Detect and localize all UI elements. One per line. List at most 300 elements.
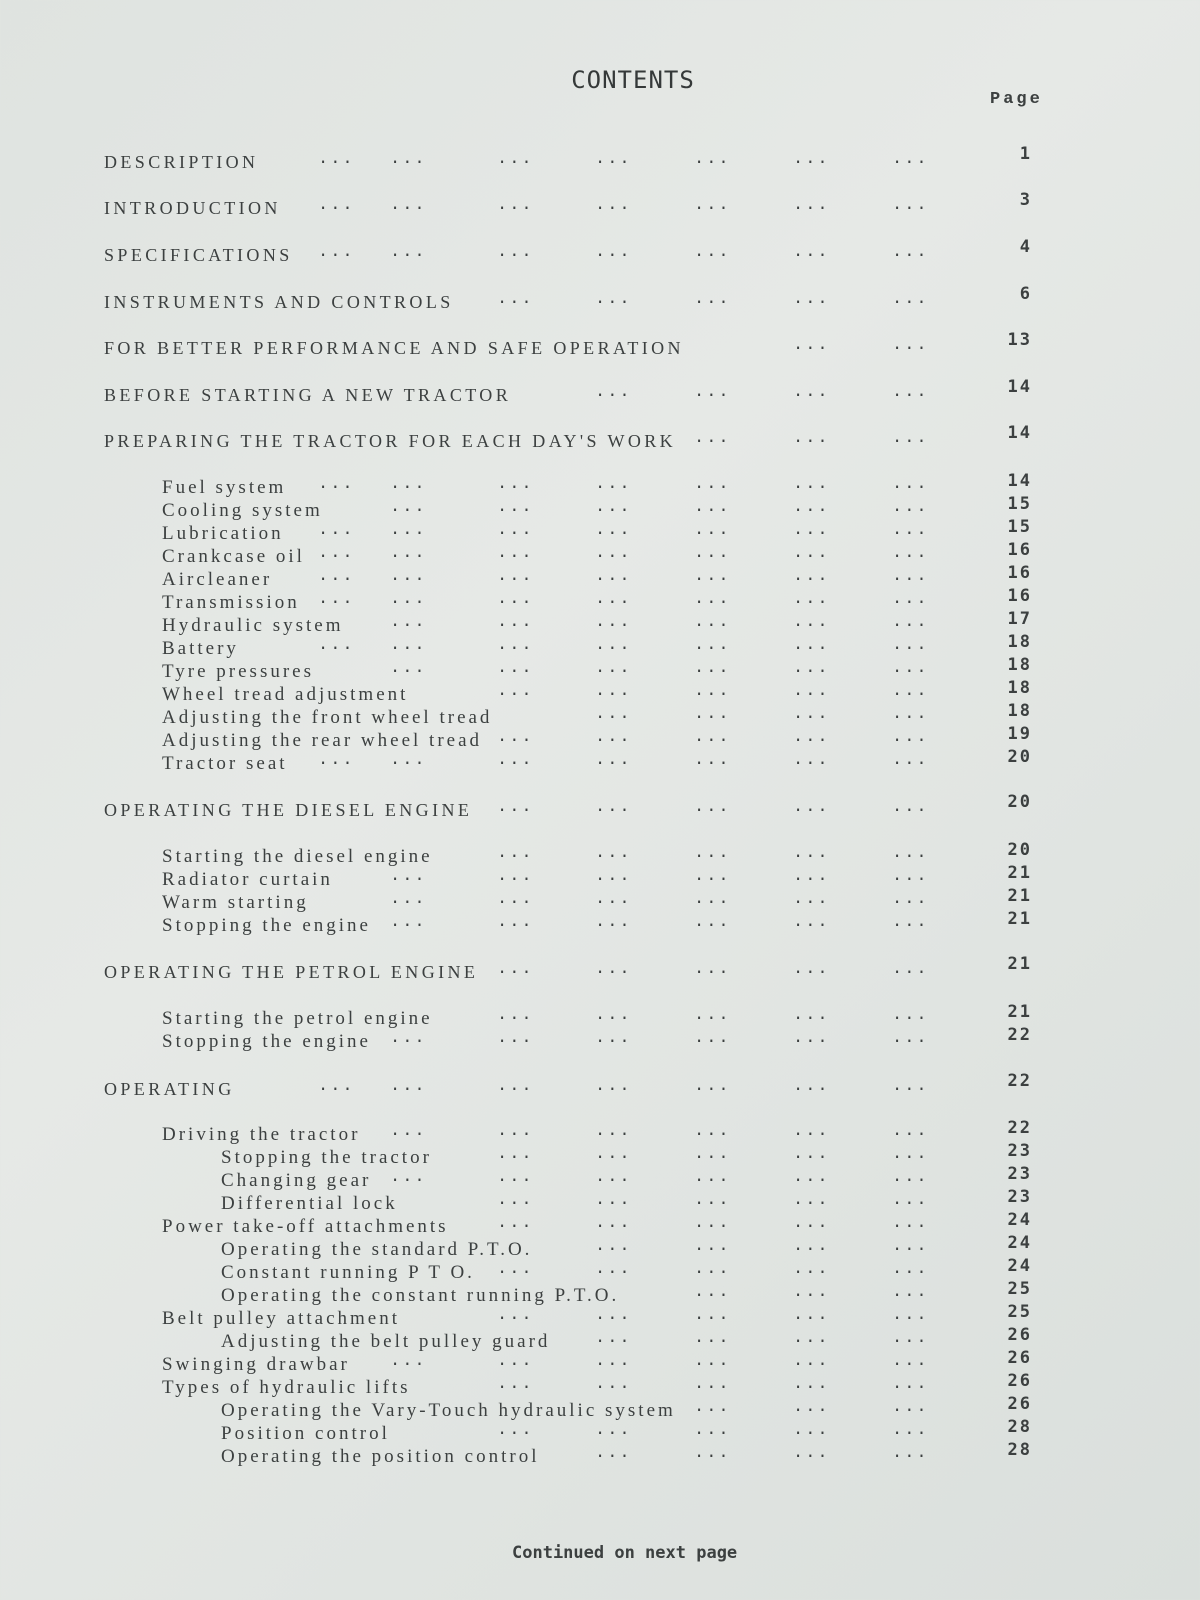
leader-dots: ... <box>892 682 929 701</box>
toc-entry-label: Types of hydraulic lifts <box>162 1377 411 1398</box>
leader-dots: ... <box>318 751 355 770</box>
leader-dots: ... <box>694 1352 731 1371</box>
leader-dots: ... <box>595 1191 632 1210</box>
toc-entry-page: 21 <box>1007 1002 1032 1022</box>
leader-dots: ... <box>793 1398 830 1417</box>
toc-entry <box>0 377 1200 409</box>
toc-entry-page: 24 <box>1007 1256 1032 1276</box>
leader-dots: ... <box>892 243 929 262</box>
toc-entry-label: Operating the Vary-Touch hydraulic system <box>221 1400 676 1421</box>
leader-dots: ... <box>595 636 632 655</box>
leader-dots: ... <box>793 1352 830 1371</box>
leader-dots: ... <box>497 243 534 262</box>
dot-leader <box>0 567 960 591</box>
leader-dots: ... <box>694 890 731 909</box>
leader-dots: ... <box>390 890 427 909</box>
leader-dots: ... <box>793 150 830 169</box>
toc-entry-label: Adjusting the front wheel tread <box>162 707 493 728</box>
toc-entry-page: 26 <box>1007 1371 1032 1391</box>
toc-entry-page: 16 <box>1007 563 1032 583</box>
leader-dots: ... <box>497 290 534 309</box>
leader-dots: ... <box>694 844 731 863</box>
leader-dots: ... <box>318 567 355 586</box>
leader-dots: ... <box>694 659 731 678</box>
leader-dots: ... <box>892 336 929 355</box>
toc-entry-label: SPECIFICATIONS <box>104 245 293 265</box>
toc-entry <box>0 1025 1200 1055</box>
dot-leader <box>0 751 960 775</box>
toc-entry-label: OPERATING THE PETROL ENGINE <box>104 962 479 982</box>
leader-dots: ... <box>595 867 632 886</box>
toc-entry-page: 15 <box>1007 494 1032 514</box>
leader-dots: ... <box>497 659 534 678</box>
toc-entry-page: 15 <box>1007 517 1032 537</box>
leader-dots: ... <box>318 243 355 262</box>
toc-entry <box>0 144 1200 176</box>
leader-dots: ... <box>390 751 427 770</box>
leader-dots: ... <box>892 290 929 309</box>
leader-dots: ... <box>595 1444 632 1463</box>
leader-dots: ... <box>390 567 427 586</box>
leader-dots: ... <box>390 913 427 932</box>
dot-leader <box>0 798 960 822</box>
toc-entry-label: INSTRUMENTS AND CONTROLS <box>104 292 454 312</box>
leader-dots: ... <box>390 1122 427 1141</box>
leader-dots: ... <box>793 682 830 701</box>
toc-entry-label: Lubrication <box>162 523 284 544</box>
leader-dots: ... <box>892 636 929 655</box>
toc-entry-page: 3 <box>1019 190 1032 210</box>
leader-dots: ... <box>793 636 830 655</box>
leader-dots: ... <box>497 913 534 932</box>
toc-entry-page: 24 <box>1007 1210 1032 1230</box>
leader-dots: ... <box>793 1191 830 1210</box>
dot-leader <box>0 590 960 614</box>
toc-entry-page: 20 <box>1007 792 1032 812</box>
leader-dots: ... <box>694 867 731 886</box>
leader-dots: ... <box>497 636 534 655</box>
leader-dots: ... <box>892 1421 929 1440</box>
leader-dots: ... <box>595 613 632 632</box>
dot-leader <box>0 613 960 637</box>
leader-dots: ... <box>497 1145 534 1164</box>
leader-dots: ... <box>892 1122 929 1141</box>
toc-entry-label: Transmission <box>162 592 300 613</box>
leader-dots: ... <box>892 1306 929 1325</box>
leader-dots: ... <box>793 1214 830 1233</box>
leader-dots: ... <box>892 1006 929 1025</box>
toc-entry <box>0 423 1200 455</box>
dot-leader <box>0 1145 960 1169</box>
toc-entry-page: 6 <box>1019 284 1032 304</box>
leader-dots: ... <box>793 590 830 609</box>
toc-entry-page: 21 <box>1007 954 1032 974</box>
leader-dots: ... <box>595 798 632 817</box>
toc-entry-page: 14 <box>1007 471 1032 491</box>
toc-entry-page: 1 <box>1019 144 1032 164</box>
leader-dots: ... <box>892 1444 929 1463</box>
leader-dots: ... <box>892 890 929 909</box>
leader-dots: ... <box>694 383 731 402</box>
toc-entry-page: 22 <box>1007 1025 1032 1045</box>
dot-leader <box>0 1306 960 1330</box>
leader-dots: ... <box>892 1352 929 1371</box>
leader-dots: ... <box>497 844 534 863</box>
leader-dots: ... <box>892 798 929 817</box>
leader-dots: ... <box>595 1237 632 1256</box>
dot-leader <box>0 1077 960 1101</box>
leader-dots: ... <box>694 960 731 979</box>
leader-dots: ... <box>694 1122 731 1141</box>
dot-leader <box>0 521 960 545</box>
leader-dots: ... <box>694 1444 731 1463</box>
dot-leader <box>0 290 960 314</box>
dot-leader <box>0 1352 960 1376</box>
leader-dots: ... <box>892 1191 929 1210</box>
leader-dots: ... <box>595 1145 632 1164</box>
leader-dots: ... <box>390 475 427 494</box>
leader-dots: ... <box>694 590 731 609</box>
leader-dots: ... <box>694 1306 731 1325</box>
toc-entry-label: Operating the position control <box>221 1446 540 1467</box>
leader-dots: ... <box>390 1077 427 1096</box>
dot-leader <box>0 196 960 220</box>
leader-dots: ... <box>318 196 355 215</box>
toc-entry-label: OPERATING <box>104 1079 235 1099</box>
toc-entry <box>0 792 1200 824</box>
leader-dots: ... <box>497 1191 534 1210</box>
leader-dots: ... <box>390 521 427 540</box>
leader-dots: ... <box>793 728 830 747</box>
toc-entry-label: Fuel system <box>162 477 287 498</box>
leader-dots: ... <box>694 1421 731 1440</box>
leader-dots: ... <box>892 150 929 169</box>
toc-entry-label: INTRODUCTION <box>104 198 281 218</box>
leader-dots: ... <box>694 196 731 215</box>
leader-dots: ... <box>497 1375 534 1394</box>
leader-dots: ... <box>390 196 427 215</box>
toc-entry-page: 21 <box>1007 886 1032 906</box>
leader-dots: ... <box>694 1375 731 1394</box>
leader-dots: ... <box>892 1260 929 1279</box>
leader-dots: ... <box>694 498 731 517</box>
dot-leader <box>0 1006 960 1030</box>
leader-dots: ... <box>390 1352 427 1371</box>
dot-leader <box>0 913 960 937</box>
leader-dots: ... <box>694 150 731 169</box>
leader-dots: ... <box>694 521 731 540</box>
leader-dots: ... <box>595 1077 632 1096</box>
dot-leader <box>0 867 960 891</box>
leader-dots: ... <box>694 1077 731 1096</box>
leader-dots: ... <box>595 590 632 609</box>
leader-dots: ... <box>595 659 632 678</box>
toc-entry-page: 18 <box>1007 678 1032 698</box>
dot-leader <box>0 960 960 984</box>
leader-dots: ... <box>694 475 731 494</box>
dot-leader <box>0 705 960 729</box>
leader-dots: ... <box>892 613 929 632</box>
dot-leader <box>0 1375 960 1399</box>
leader-dots: ... <box>595 475 632 494</box>
leader-dots: ... <box>793 1444 830 1463</box>
dot-leader <box>0 1283 960 1307</box>
toc-entry-label: Operating the standard P.T.O. <box>221 1239 533 1260</box>
toc-entry <box>0 1071 1200 1103</box>
toc-entry-page: 26 <box>1007 1394 1032 1414</box>
leader-dots: ... <box>318 590 355 609</box>
leader-dots: ... <box>694 1029 731 1048</box>
dot-leader <box>0 1191 960 1215</box>
leader-dots: ... <box>892 1398 929 1417</box>
dot-leader <box>0 1168 960 1192</box>
leader-dots: ... <box>793 567 830 586</box>
dot-leader <box>0 1214 960 1238</box>
leader-dots: ... <box>497 475 534 494</box>
leader-dots: ... <box>793 1122 830 1141</box>
dot-leader <box>0 636 960 660</box>
leader-dots: ... <box>595 1006 632 1025</box>
leader-dots: ... <box>793 844 830 863</box>
leader-dots: ... <box>793 960 830 979</box>
leader-dots: ... <box>694 1168 731 1187</box>
leader-dots: ... <box>793 1145 830 1164</box>
leader-dots: ... <box>694 1329 731 1348</box>
toc-entry <box>0 747 1200 777</box>
leader-dots: ... <box>595 567 632 586</box>
dot-leader <box>0 728 960 752</box>
dot-leader <box>0 890 960 914</box>
leader-dots: ... <box>497 150 534 169</box>
leader-dots: ... <box>595 1214 632 1233</box>
leader-dots: ... <box>892 498 929 517</box>
leader-dots: ... <box>892 1329 929 1348</box>
leader-dots: ... <box>497 1214 534 1233</box>
leader-dots: ... <box>497 498 534 517</box>
leader-dots: ... <box>793 1029 830 1048</box>
leader-dots: ... <box>595 150 632 169</box>
leader-dots: ... <box>390 613 427 632</box>
leader-dots: ... <box>793 498 830 517</box>
toc-entry-label: Stopping the engine <box>162 915 371 936</box>
toc-entry <box>0 1440 1200 1470</box>
leader-dots: ... <box>318 150 355 169</box>
toc-entry <box>0 330 1200 362</box>
leader-dots: ... <box>390 544 427 563</box>
leader-dots: ... <box>595 498 632 517</box>
toc-entry-page: 4 <box>1019 237 1032 257</box>
leader-dots: ... <box>694 290 731 309</box>
toc-entry-page: 21 <box>1007 909 1032 929</box>
leader-dots: ... <box>595 728 632 747</box>
toc-entry-label: FOR BETTER PERFORMANCE AND SAFE OPERATION <box>104 338 684 358</box>
leader-dots: ... <box>694 728 731 747</box>
leader-dots: ... <box>497 613 534 632</box>
leader-dots: ... <box>694 682 731 701</box>
toc-entry-page: 25 <box>1007 1279 1032 1299</box>
leader-dots: ... <box>793 798 830 817</box>
toc-entry-page: 23 <box>1007 1141 1032 1161</box>
toc-entry-page: 26 <box>1007 1348 1032 1368</box>
dot-leader <box>0 336 960 360</box>
leader-dots: ... <box>892 751 929 770</box>
leader-dots: ... <box>694 613 731 632</box>
toc-entry-page: 20 <box>1007 840 1032 860</box>
leader-dots: ... <box>793 613 830 632</box>
leader-dots: ... <box>497 867 534 886</box>
dot-leader <box>0 1421 960 1445</box>
leader-dots: ... <box>595 1122 632 1141</box>
leader-dots: ... <box>318 475 355 494</box>
toc-entry-page: 22 <box>1007 1071 1032 1091</box>
leader-dots: ... <box>595 1421 632 1440</box>
leader-dots: ... <box>497 1352 534 1371</box>
toc-entry-page: 13 <box>1007 330 1032 350</box>
leader-dots: ... <box>892 913 929 932</box>
toc-entry <box>0 954 1200 986</box>
leader-dots: ... <box>497 1029 534 1048</box>
leader-dots: ... <box>694 705 731 724</box>
toc-entry-label: Adjusting the belt pulley guard <box>221 1331 551 1352</box>
toc-entry-page: 14 <box>1007 423 1032 443</box>
leader-dots: ... <box>793 1168 830 1187</box>
toc-entry-page: 21 <box>1007 863 1032 883</box>
leader-dots: ... <box>694 567 731 586</box>
leader-dots: ... <box>793 1375 830 1394</box>
leader-dots: ... <box>694 1237 731 1256</box>
leader-dots: ... <box>497 728 534 747</box>
toc-entry-label: Stopping the tractor <box>221 1147 432 1168</box>
toc-entry-label: Tyre pressures <box>162 661 314 682</box>
leader-dots: ... <box>793 1283 830 1302</box>
leader-dots: ... <box>694 636 731 655</box>
leader-dots: ... <box>694 1283 731 1302</box>
leader-dots: ... <box>892 521 929 540</box>
dot-leader <box>0 1398 960 1422</box>
leader-dots: ... <box>694 1398 731 1417</box>
leader-dots: ... <box>595 1260 632 1279</box>
leader-dots: ... <box>595 290 632 309</box>
toc-entry-label: Hydraulic system <box>162 615 344 636</box>
leader-dots: ... <box>318 1077 355 1096</box>
toc-entry-page: 23 <box>1007 1164 1032 1184</box>
toc-entry-label: Wheel tread adjustment <box>162 684 409 705</box>
leader-dots: ... <box>793 196 830 215</box>
leader-dots: ... <box>595 521 632 540</box>
leader-dots: ... <box>892 1077 929 1096</box>
leader-dots: ... <box>892 659 929 678</box>
leader-dots: ... <box>595 1168 632 1187</box>
leader-dots: ... <box>892 960 929 979</box>
toc-entry-label: Position control <box>221 1423 390 1444</box>
toc-entry-label: Starting the petrol engine <box>162 1008 433 1029</box>
leader-dots: ... <box>595 243 632 262</box>
toc-entry-label: Warm starting <box>162 892 309 913</box>
leader-dots: ... <box>793 383 830 402</box>
leader-dots: ... <box>793 913 830 932</box>
leader-dots: ... <box>793 336 830 355</box>
leader-dots: ... <box>497 567 534 586</box>
leader-dots: ... <box>390 150 427 169</box>
leader-dots: ... <box>892 567 929 586</box>
leader-dots: ... <box>694 1006 731 1025</box>
leader-dots: ... <box>595 383 632 402</box>
leader-dots: ... <box>390 636 427 655</box>
leader-dots: ... <box>892 429 929 448</box>
toc-entry-page: 26 <box>1007 1325 1032 1345</box>
toc-entry-label: BEFORE STARTING A NEW TRACTOR <box>104 385 512 405</box>
leader-dots: ... <box>892 1283 929 1302</box>
leader-dots: ... <box>390 659 427 678</box>
toc-entry-label: Operating the constant running P.T.O. <box>221 1285 620 1306</box>
toc-entry-page: 17 <box>1007 609 1032 629</box>
toc-entry <box>0 909 1200 939</box>
leader-dots: ... <box>390 1168 427 1187</box>
toc-entry <box>0 284 1200 316</box>
leader-dots: ... <box>694 798 731 817</box>
toc-entry-page: 16 <box>1007 586 1032 606</box>
dot-leader <box>0 1237 960 1261</box>
leader-dots: ... <box>892 383 929 402</box>
leader-dots: ... <box>595 682 632 701</box>
toc-entry-label: Cooling system <box>162 500 323 521</box>
leader-dots: ... <box>595 1329 632 1348</box>
leader-dots: ... <box>497 682 534 701</box>
toc-entry-label: Constant running P T O. <box>221 1262 475 1283</box>
leader-dots: ... <box>595 1352 632 1371</box>
leader-dots: ... <box>892 705 929 724</box>
toc-entry-page: 23 <box>1007 1187 1032 1207</box>
toc-entry-label: Aircleaner <box>162 569 273 590</box>
toc-entry-label: Stopping the engine <box>162 1031 371 1052</box>
leader-dots: ... <box>497 544 534 563</box>
leader-dots: ... <box>497 1306 534 1325</box>
leader-dots: ... <box>892 1029 929 1048</box>
dot-leader <box>0 1122 960 1146</box>
toc-entry-label: Tractor seat <box>162 753 288 774</box>
toc-entry <box>0 237 1200 269</box>
leader-dots: ... <box>694 1214 731 1233</box>
leader-dots: ... <box>595 890 632 909</box>
leader-dots: ... <box>793 751 830 770</box>
leader-dots: ... <box>694 751 731 770</box>
leader-dots: ... <box>497 751 534 770</box>
dot-leader <box>0 1260 960 1284</box>
leader-dots: ... <box>595 705 632 724</box>
toc-entry-label: Battery <box>162 638 239 659</box>
toc-entry-page: 18 <box>1007 632 1032 652</box>
leader-dots: ... <box>497 960 534 979</box>
leader-dots: ... <box>694 544 731 563</box>
page-column-header: Page <box>990 90 1043 109</box>
leader-dots: ... <box>793 890 830 909</box>
toc-entry-label: Swinging drawbar <box>162 1354 350 1375</box>
leader-dots: ... <box>694 429 731 448</box>
leader-dots: ... <box>793 1260 830 1279</box>
leader-dots: ... <box>595 196 632 215</box>
leader-dots: ... <box>793 1237 830 1256</box>
toc-entry-page: 24 <box>1007 1233 1032 1253</box>
leader-dots: ... <box>892 1214 929 1233</box>
leader-dots: ... <box>595 913 632 932</box>
toc-entry-label: Driving the tractor <box>162 1124 361 1145</box>
toc-entry-page: 14 <box>1007 377 1032 397</box>
leader-dots: ... <box>793 705 830 724</box>
leader-dots: ... <box>497 798 534 817</box>
dot-leader <box>0 659 960 683</box>
leader-dots: ... <box>793 521 830 540</box>
leader-dots: ... <box>793 1329 830 1348</box>
